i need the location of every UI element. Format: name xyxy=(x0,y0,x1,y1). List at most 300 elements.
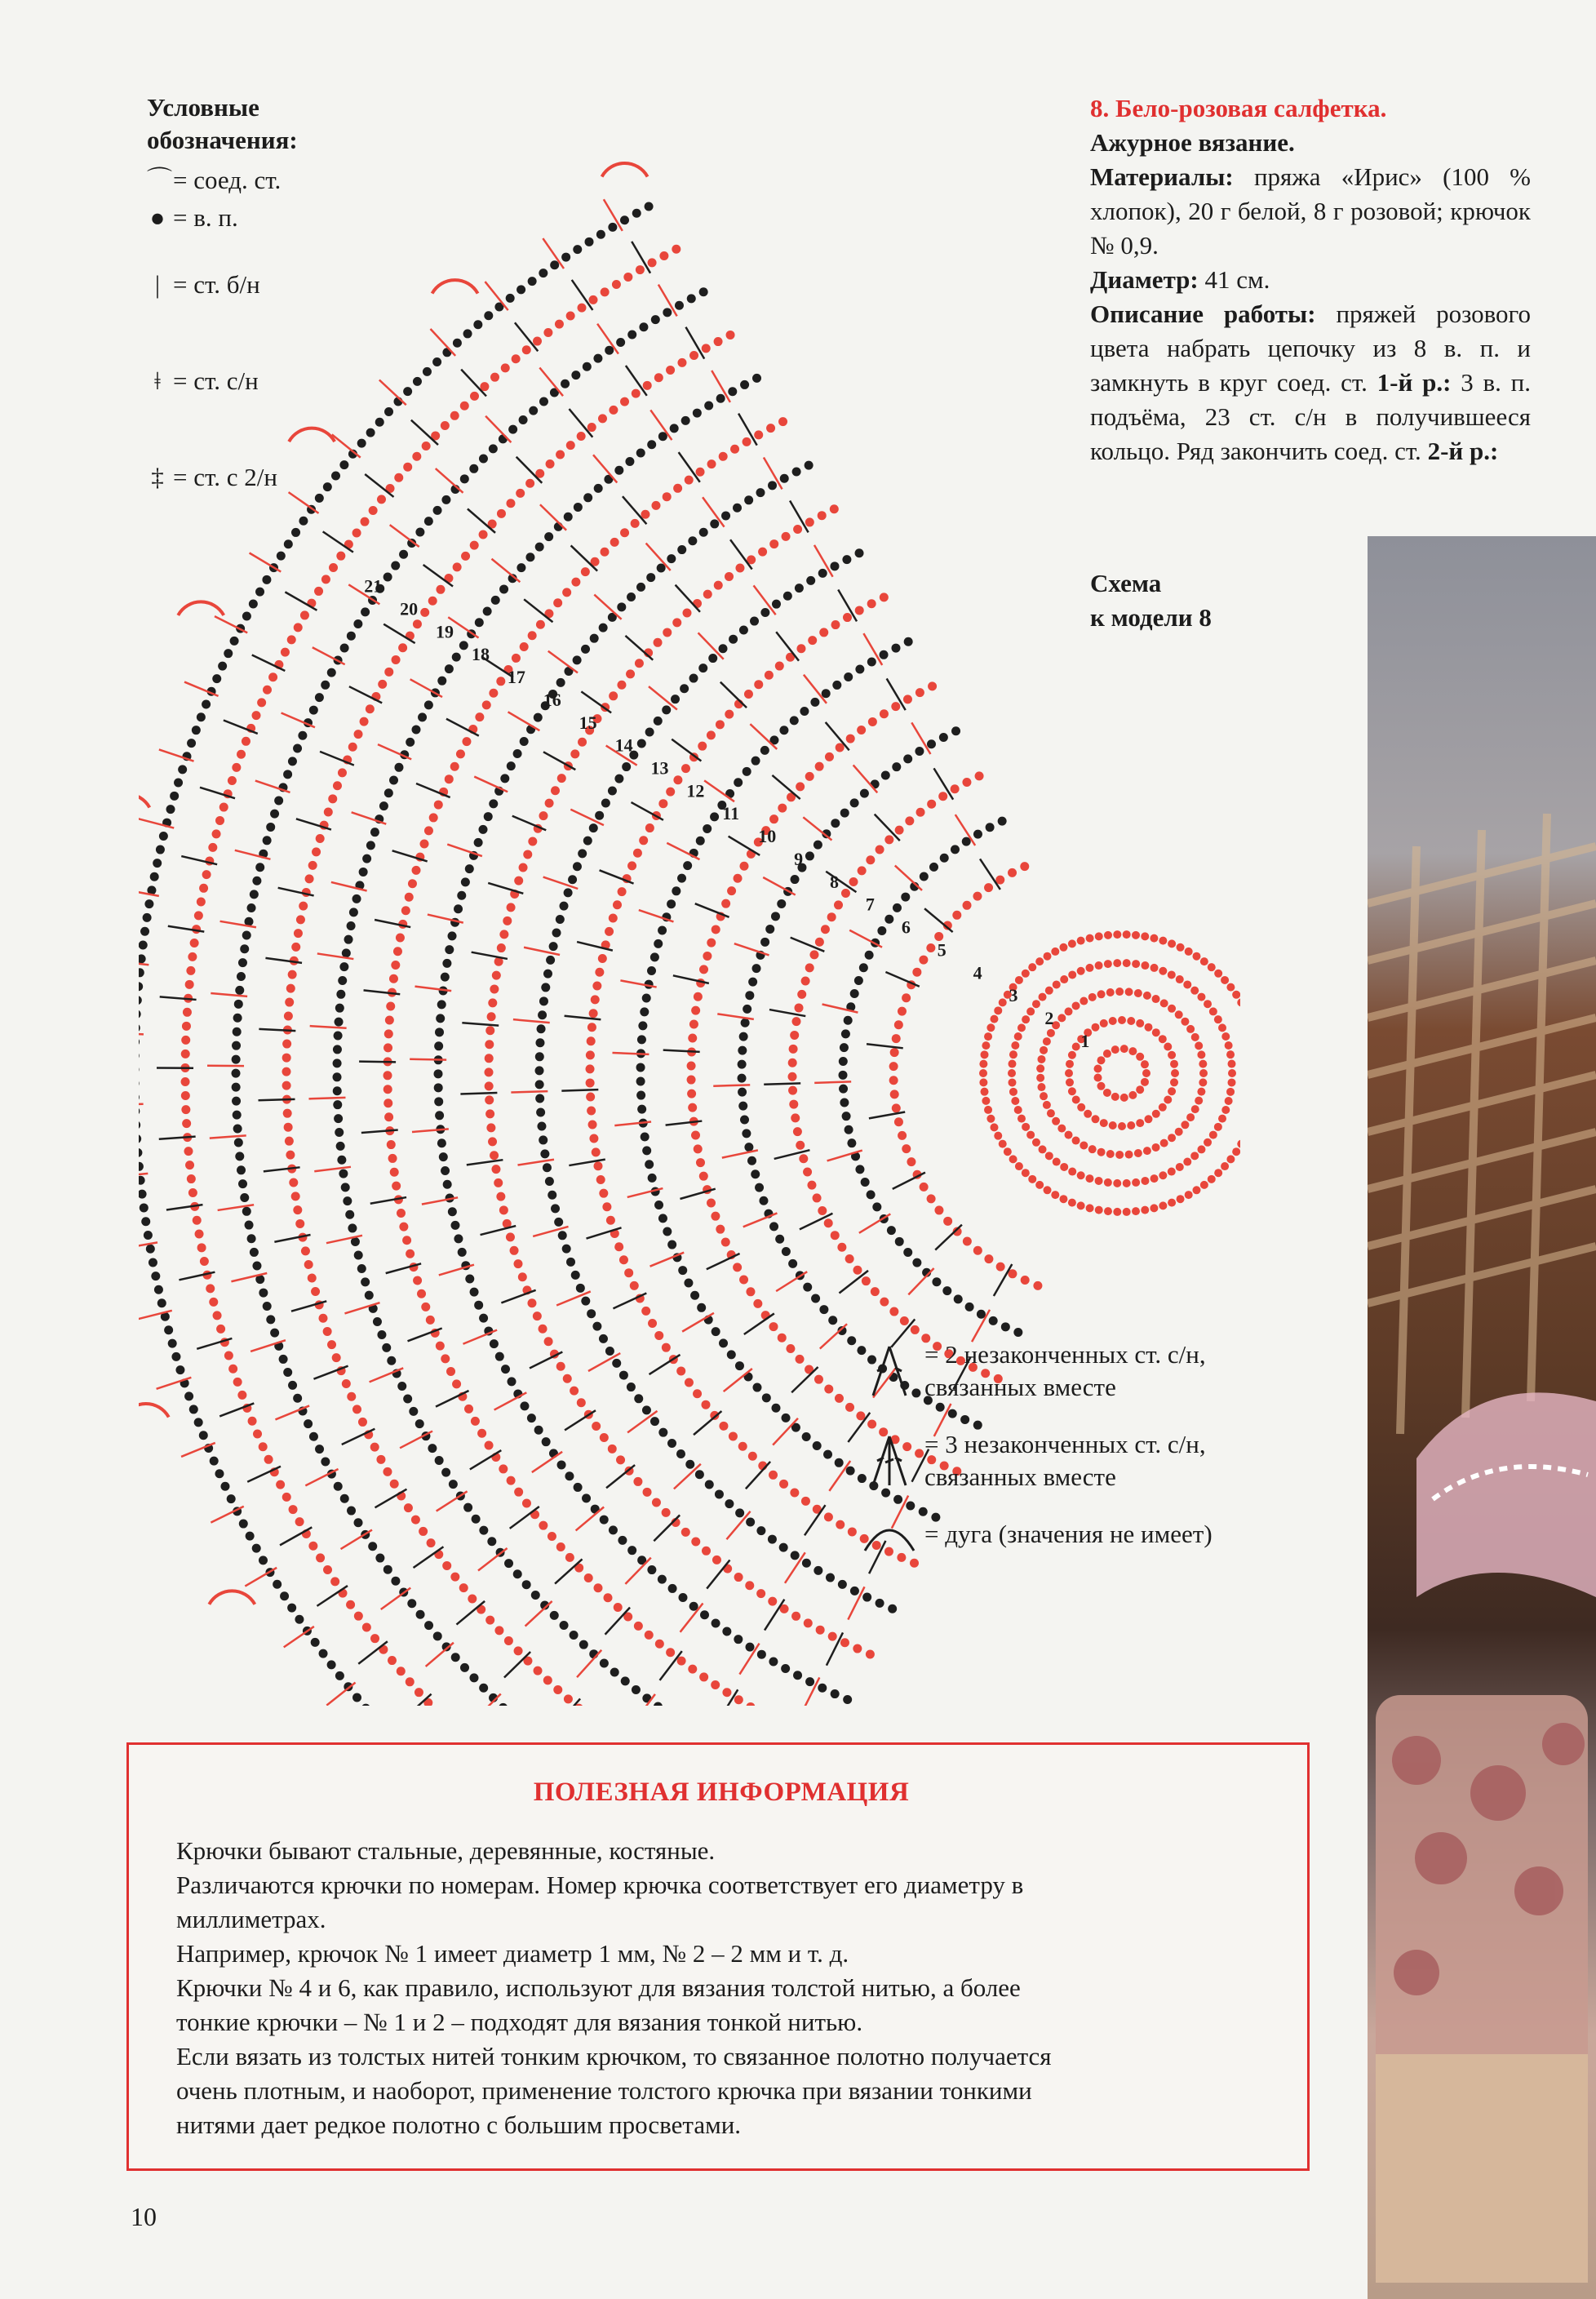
chain-dot xyxy=(920,1183,929,1192)
chain-dot xyxy=(288,970,297,979)
chain-dot xyxy=(539,811,548,820)
chain-dot xyxy=(263,1302,272,1311)
chain-dot xyxy=(224,1351,233,1360)
chain-dot xyxy=(202,699,211,708)
chain-dot xyxy=(916,808,925,817)
chain-dot xyxy=(1237,1140,1240,1148)
chain-dot xyxy=(588,295,597,304)
chain-dot xyxy=(474,838,483,847)
chain-dot xyxy=(642,1146,651,1155)
chain-dot xyxy=(989,1316,998,1325)
chain-dot xyxy=(867,599,876,608)
chain-dot xyxy=(1072,1001,1080,1010)
stitch-mark xyxy=(820,1324,847,1348)
chain-dot xyxy=(651,315,660,324)
chain-dot xyxy=(1028,963,1036,971)
chain-dot xyxy=(601,287,610,296)
chain-dot xyxy=(548,1191,556,1200)
chain-dot xyxy=(366,841,375,850)
chain-dot xyxy=(592,981,601,990)
chain-dot xyxy=(712,925,720,934)
chain-dot xyxy=(544,1337,553,1346)
chain-dot xyxy=(140,927,149,936)
row-number: 11 xyxy=(722,803,740,824)
chain-dot xyxy=(837,1243,846,1252)
chain-dot xyxy=(710,812,719,821)
scallop xyxy=(209,1591,255,1604)
chain-dot xyxy=(743,437,751,446)
chain-dot xyxy=(291,943,300,952)
chain-dot xyxy=(413,1276,422,1285)
scallop xyxy=(139,794,149,808)
chain-dot xyxy=(831,1231,840,1240)
chain-dot xyxy=(212,674,221,683)
chain-dot xyxy=(545,799,554,808)
chain-dot xyxy=(347,632,356,641)
chain-dot xyxy=(721,899,730,908)
chain-dot xyxy=(662,705,671,714)
chain-dot xyxy=(358,1418,367,1427)
chain-dot xyxy=(441,421,450,430)
legend-item-text: = ст. с 2/н xyxy=(173,463,277,491)
row-number: 6 xyxy=(901,916,911,938)
chain-dot xyxy=(1036,1074,1044,1082)
chain-dot xyxy=(232,1083,241,1092)
chain-dot xyxy=(951,726,960,735)
chain-dot xyxy=(658,1428,667,1437)
chain-dot xyxy=(420,839,429,848)
chain-dot xyxy=(384,788,393,797)
chain-dot xyxy=(188,952,197,961)
chain-dot xyxy=(1192,1186,1200,1194)
chain-dot xyxy=(729,1431,738,1440)
chain-dot xyxy=(573,245,582,254)
chain-dot xyxy=(641,510,649,519)
chain-dot xyxy=(963,901,972,910)
info-line: очень плотным, и наоборот, применение толстого крючка при вязании тонкими xyxy=(176,2076,1032,2105)
chain-dot xyxy=(791,1551,800,1560)
chain-dot xyxy=(1039,1145,1047,1153)
useful-info-box xyxy=(126,1742,1310,2171)
stitch-mark xyxy=(625,636,653,660)
chain-dot xyxy=(316,1553,325,1562)
chain-dot xyxy=(555,320,564,329)
chain-dot xyxy=(884,915,893,924)
chain-dot xyxy=(952,911,961,920)
chain-dot xyxy=(760,608,769,617)
chain-dot xyxy=(436,1014,445,1023)
stitch-mark xyxy=(540,504,566,530)
chain-dot xyxy=(658,1575,667,1584)
legend-item-text: = ст. б/н xyxy=(173,270,260,299)
stitch-mark xyxy=(313,647,345,664)
chain-dot xyxy=(839,1071,848,1080)
chain-dot xyxy=(507,761,516,770)
chain-dot xyxy=(520,1401,529,1410)
chain-dot xyxy=(536,1107,545,1116)
chain-dot xyxy=(636,583,645,592)
chain-dot xyxy=(687,1062,696,1071)
chain-dot xyxy=(369,506,378,515)
chain-dot xyxy=(609,913,618,922)
chain-dot xyxy=(782,532,791,541)
chain-dot xyxy=(719,1422,728,1431)
chain-dot xyxy=(391,1577,400,1586)
chain-dot xyxy=(637,1105,646,1114)
chain-dot xyxy=(1232,991,1240,999)
chain-dot xyxy=(1168,1199,1176,1207)
chain-dot xyxy=(594,484,603,493)
chain-dot xyxy=(894,1020,903,1029)
chain-dot xyxy=(685,1378,694,1387)
chain-dot xyxy=(576,1284,585,1293)
chain-dot xyxy=(789,1100,798,1109)
chain-dot xyxy=(538,1010,547,1019)
chain-dot xyxy=(383,573,392,582)
chain-dot xyxy=(636,448,645,457)
chain-dot xyxy=(522,1499,531,1508)
stitch-mark xyxy=(259,1099,295,1100)
chain-dot xyxy=(396,933,405,942)
chain-dot xyxy=(735,564,744,573)
chain-dot xyxy=(527,1414,536,1422)
stitch-mark xyxy=(680,1189,715,1199)
stitch-mark xyxy=(581,691,611,712)
chain-dot xyxy=(815,938,824,947)
chain-dot xyxy=(1053,1158,1061,1166)
chain-dot xyxy=(609,406,618,415)
chain-dot xyxy=(622,762,631,771)
chain-dot xyxy=(666,366,675,375)
chain-dot xyxy=(485,1081,494,1090)
chain-dot xyxy=(457,891,466,900)
chain-dot xyxy=(154,1285,163,1294)
chain-dot xyxy=(543,970,552,979)
legend-item-text: = соед. ст. xyxy=(173,166,282,194)
chain-dot xyxy=(321,575,330,584)
chain-dot xyxy=(333,781,342,790)
chain-dot xyxy=(627,1546,636,1555)
chain-dot xyxy=(324,807,333,816)
chain-dot xyxy=(474,1301,483,1310)
chain-dot xyxy=(568,875,577,884)
chain-dot xyxy=(645,823,654,832)
chain-dot xyxy=(417,1289,426,1298)
chain-dot xyxy=(525,553,534,561)
chain-dot xyxy=(658,925,667,934)
chain-dot xyxy=(1175,1010,1183,1019)
chain-dot xyxy=(994,1132,1002,1140)
diameter-paragraph: Диаметр: 41 см. xyxy=(1090,265,1270,294)
chain-dot xyxy=(441,495,450,504)
chain-dot xyxy=(384,407,393,416)
chain-dot xyxy=(1072,1137,1080,1145)
chain-dot xyxy=(1068,970,1076,979)
chain-dot xyxy=(596,230,605,239)
chain-dot xyxy=(602,1202,611,1211)
chain-dot xyxy=(534,713,543,722)
chain-dot xyxy=(335,1128,344,1137)
stitch-mark xyxy=(654,1515,680,1541)
chain-dot xyxy=(759,1196,768,1205)
chain-dot xyxy=(458,1248,467,1257)
chain-dot xyxy=(1226,1050,1235,1059)
chain-dot xyxy=(638,1021,647,1030)
chain-dot xyxy=(663,628,672,637)
chain-dot xyxy=(1226,1155,1235,1163)
chain-dot xyxy=(703,824,712,833)
chain-dot xyxy=(361,1277,370,1286)
chain-dot xyxy=(915,747,924,756)
chain-dot xyxy=(743,1005,751,1014)
chain-dot xyxy=(412,866,421,875)
chain-stitch-icon: ● xyxy=(149,203,166,232)
chain-dot xyxy=(1040,1092,1048,1100)
chain-dot xyxy=(383,1098,392,1107)
chain-dot xyxy=(589,1009,598,1018)
chain-dot xyxy=(537,1024,546,1033)
chain-dot xyxy=(842,1112,851,1121)
chain-dot xyxy=(445,664,454,673)
chain-dot xyxy=(928,681,937,690)
chain-dot xyxy=(522,1580,531,1589)
chain-dot xyxy=(1168,1087,1176,1095)
chain-dot xyxy=(1045,1152,1053,1160)
chain-dot xyxy=(390,1168,399,1177)
chain-dot xyxy=(862,1593,871,1602)
chain-dot xyxy=(667,1439,676,1448)
chain-dot xyxy=(470,1288,479,1297)
chain-dot xyxy=(979,1069,987,1077)
chain-dot xyxy=(648,258,657,267)
chain-dot xyxy=(182,1119,191,1128)
chain-dot xyxy=(506,1232,515,1241)
chain-dot xyxy=(232,1097,241,1106)
chain-dot xyxy=(368,1542,377,1551)
chain-dot xyxy=(370,828,379,837)
chain-dot xyxy=(282,1054,291,1063)
chain-dot xyxy=(384,668,393,677)
chain-dot xyxy=(335,1018,344,1027)
chain-dot xyxy=(751,757,760,766)
chain-dot xyxy=(153,859,162,868)
chain-dot xyxy=(441,1354,450,1363)
chain-dot xyxy=(513,1569,522,1578)
chain-dot xyxy=(496,1192,505,1201)
chain-dot xyxy=(423,367,432,376)
chain-dot xyxy=(1021,1276,1030,1285)
chain-dot xyxy=(942,1286,951,1295)
chain-dot xyxy=(463,1503,472,1512)
chain-dot xyxy=(1014,1032,1022,1041)
chain-dot xyxy=(357,1264,366,1273)
chain-dot xyxy=(973,892,982,901)
chain-dot xyxy=(295,1615,304,1624)
chain-dot xyxy=(889,1062,898,1071)
chain-dot xyxy=(237,1165,246,1174)
chain-dot xyxy=(250,1248,259,1257)
chain-dot xyxy=(654,638,663,647)
chain-dot xyxy=(898,1131,907,1140)
chain-dot xyxy=(805,517,814,526)
chain-dot xyxy=(810,698,819,707)
extra-legend xyxy=(861,1338,1213,1583)
chain-dot xyxy=(643,1488,652,1497)
stitch-mark xyxy=(410,1059,446,1060)
chain-dot xyxy=(1168,1168,1176,1176)
chain-dot xyxy=(539,1325,548,1334)
chain-dot xyxy=(270,810,279,819)
chain-dot xyxy=(238,958,247,967)
chain-dot xyxy=(866,1649,875,1658)
chain-dot xyxy=(339,1169,348,1178)
stitch-mark xyxy=(853,765,878,792)
chain-dot xyxy=(1043,1101,1051,1109)
chain-dot xyxy=(792,468,801,477)
chain-dot xyxy=(862,1276,871,1285)
chain-dot xyxy=(614,774,623,783)
chain-dot xyxy=(220,1482,229,1491)
chain-dot xyxy=(479,1314,488,1323)
chain-dot xyxy=(1221,1162,1229,1170)
chain-dot xyxy=(331,472,340,481)
chain-dot xyxy=(184,1147,193,1156)
chain-dot xyxy=(202,870,211,879)
chain-dot xyxy=(725,710,734,719)
chain-dot xyxy=(574,503,583,512)
chain-dot xyxy=(1022,1169,1030,1177)
chain-dot xyxy=(844,1016,853,1025)
stitch-mark xyxy=(139,1033,144,1035)
chain-dot xyxy=(719,1338,728,1347)
chain-dot xyxy=(999,998,1007,1006)
stitch-mark xyxy=(676,585,700,612)
chain-dot xyxy=(280,1591,289,1600)
chain-dot xyxy=(468,1594,477,1603)
chain-dot xyxy=(485,1040,494,1049)
chain-dot xyxy=(246,1532,255,1541)
chain-dot xyxy=(482,700,491,709)
stitch-mark xyxy=(776,1272,807,1291)
chain-dot xyxy=(889,1076,898,1085)
stitch-mark xyxy=(462,1023,499,1025)
chain-dot xyxy=(512,654,521,663)
chain-dot xyxy=(1104,960,1112,968)
chain-dot xyxy=(1068,939,1076,948)
chain-dot xyxy=(405,893,414,902)
chain-dot xyxy=(343,1196,352,1205)
chain-dot xyxy=(564,513,573,521)
chain-dot xyxy=(497,943,506,952)
chain-dot xyxy=(233,1027,242,1036)
chain-dot xyxy=(283,1109,292,1118)
chain-dot xyxy=(825,752,834,761)
info-line: Например, крючок № 1 имеет диаметр 1 мм, № 2 – 2 мм и т. д. xyxy=(176,1939,849,1968)
chain-dot xyxy=(805,851,814,860)
chain-dot xyxy=(1022,1015,1030,1023)
chain-dot xyxy=(1145,1023,1153,1032)
chain-dot xyxy=(831,819,840,828)
chain-dot xyxy=(185,1161,194,1169)
chain-dot xyxy=(587,1107,596,1116)
chain-dot xyxy=(636,1063,645,1072)
chain-dot xyxy=(289,1178,298,1187)
chain-dot xyxy=(793,525,802,534)
chain-dot xyxy=(1095,961,1103,970)
chain-dot xyxy=(1225,1041,1233,1050)
chain-dot xyxy=(327,668,336,677)
chain-dot xyxy=(1208,963,1216,971)
chain-dot xyxy=(570,749,579,758)
chain-dot xyxy=(411,726,420,735)
chain-dot xyxy=(612,280,621,289)
chain-dot xyxy=(283,770,292,779)
chain-dot xyxy=(383,1085,392,1094)
chain-dot xyxy=(287,1604,296,1613)
chain-dot xyxy=(803,1168,812,1177)
chain-dot xyxy=(516,489,525,498)
chain-dot xyxy=(424,826,433,835)
slip-stitch-icon: ⌒ xyxy=(147,166,172,194)
chain-dot xyxy=(583,493,592,502)
chain-dot xyxy=(654,373,663,382)
chain-dot xyxy=(1152,1028,1160,1036)
chain-dot xyxy=(279,1355,288,1364)
chain-dot xyxy=(782,1247,791,1256)
chain-dot xyxy=(990,1123,998,1131)
chain-dot xyxy=(319,1649,328,1658)
chain-dot xyxy=(982,1041,990,1050)
chain-dot xyxy=(871,1287,880,1296)
chain-dot xyxy=(1060,1163,1068,1171)
chain-dot xyxy=(599,624,608,632)
chain-dot xyxy=(528,277,537,286)
chain-dot xyxy=(282,1081,291,1090)
chain-dot xyxy=(1181,1018,1189,1026)
chain-dot xyxy=(259,1442,268,1451)
chain-dot xyxy=(571,1271,580,1280)
chain-dot xyxy=(495,1352,504,1361)
chain-dot xyxy=(691,1006,700,1015)
chain-dot xyxy=(1150,934,1158,943)
chain-dot xyxy=(420,608,429,617)
stitch-mark xyxy=(491,559,520,582)
chain-dot xyxy=(235,986,244,995)
chain-dot xyxy=(352,1693,361,1702)
page-number: 10 xyxy=(131,2202,157,2231)
chain-dot xyxy=(1039,993,1047,1001)
chain-dot xyxy=(998,817,1007,826)
chain-dot xyxy=(1132,960,1140,968)
stitch-mark xyxy=(908,1268,933,1294)
chain-dot xyxy=(740,1116,749,1125)
chain-dot xyxy=(1077,1201,1085,1209)
chain-dot xyxy=(294,929,303,938)
chain-dot xyxy=(707,1199,716,1208)
chain-dot xyxy=(769,1658,778,1667)
chain-dot xyxy=(321,681,330,690)
stitch-mark xyxy=(513,1019,550,1023)
chain-dot xyxy=(245,1221,254,1230)
chain-dot xyxy=(861,1178,870,1187)
legend-3dc-together: = 3 незаконченных ст. с/н, связанных вместе xyxy=(861,1428,1213,1493)
chain-dot xyxy=(338,768,347,777)
chain-dot xyxy=(1080,1141,1088,1149)
chain-dot xyxy=(284,1123,293,1132)
chain-dot xyxy=(654,939,663,948)
chain-dot xyxy=(796,1355,805,1364)
chain-dot xyxy=(192,726,201,735)
